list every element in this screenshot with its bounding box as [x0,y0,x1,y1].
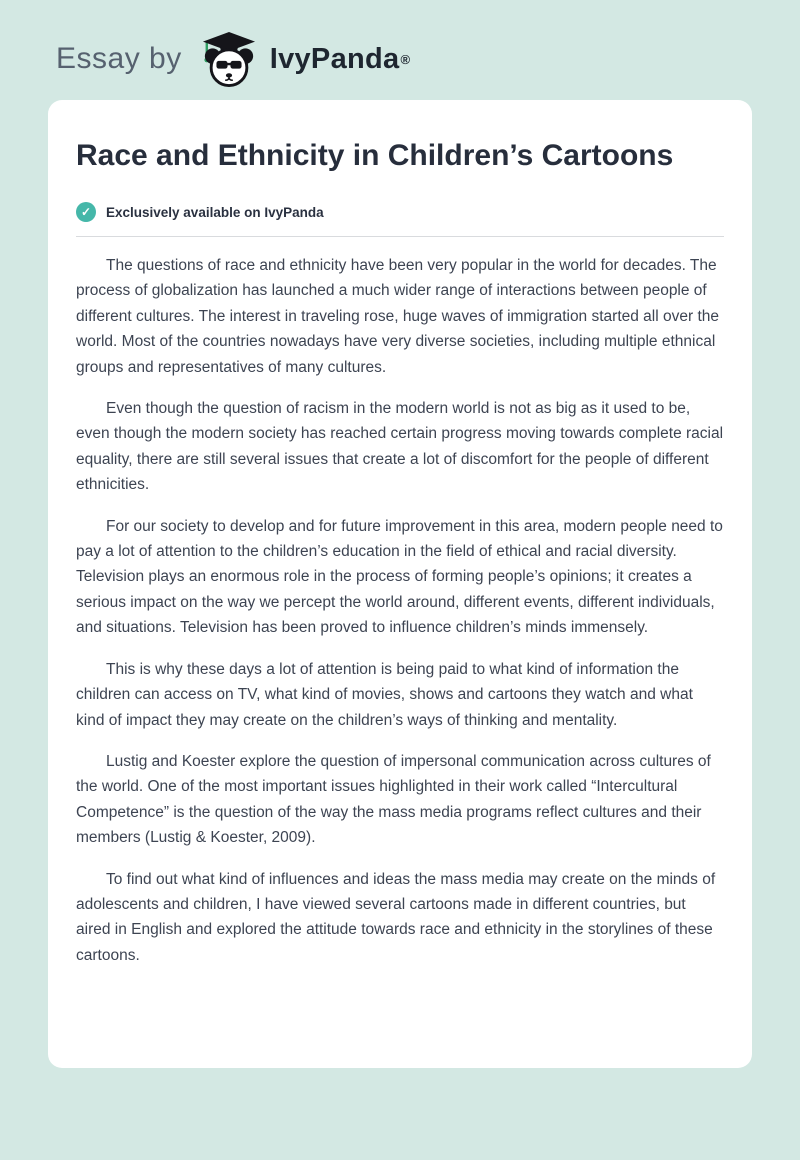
divider [76,236,724,237]
essay-body [76,253,724,968]
essay-paragraph: Even though the question of racism in the modern world is not as big as it used to be, even though the modern society has reached certain progress moving towards complete racial equality, there are still several issues that create a lot of discomfort for the people of different ethnicities. [76,400,724,494]
availability-badge [76,202,724,222]
availability-label: Exclusively available on IvyPanda [106,204,324,220]
essay-paragraph: Lustig and Koester explore the question of impersonal communication across cultures of the world. One of the most important issues highlighted in their work called “Intercultural Competence” is the question of the way the mass media programs reflect cultures and their members (Lustig & Koester, 2009). [76,752,711,847]
essay-card [48,100,752,1068]
registered-mark: ® [400,51,411,67]
essay-by-label: Essay by [56,42,182,75]
header [0,0,800,78]
page-title: Race and Ethnicity in Children’s Cartoons [76,139,674,172]
essay-paragraph: The questions of race and ethnicity have been very popular in the world for decades. The process of globalization has launched a much wider range of interactions between people of different cultures. The interest in traveling rose, huge waves of immigration started all over the world. Most of the countries nowadays have very diverse societies, including multiple ethnical groups and representatives of many cultures. [76,257,720,376]
brand-name: IvyPanda [269,42,400,75]
panda-logo-icon [198,31,260,87]
brand-link[interactable] [198,31,410,87]
check-circle-icon: ✓ [76,202,96,222]
essay-paragraph: For our society to develop and for future improvement in this area, modern people need to pay a lot of attention to the children’s education in the field of ethical and racial diversity. Television plays an enormous role in the process of forming people’s opinions; it creates a serious impact on the way we percept the world around, different events, different individuals, and situations. Television has been proved to influence children’s minds immensely. [76,517,723,637]
essay-paragraph: To find out what kind of influences and ideas the mass media may create on the minds of adolescents and children, I have viewed several cartoons made in different countries, but aired in English and explored the attitude towards race and ethnicity in the storylines of these cartoons. [76,870,716,964]
essay-paragraph: This is why these days a lot of attention is being paid to what kind of information the children can access on TV, what kind of movies, shows and cartoons they watch and what kind of impact they may create on the children’s ways of thinking and mentality. [76,660,693,729]
